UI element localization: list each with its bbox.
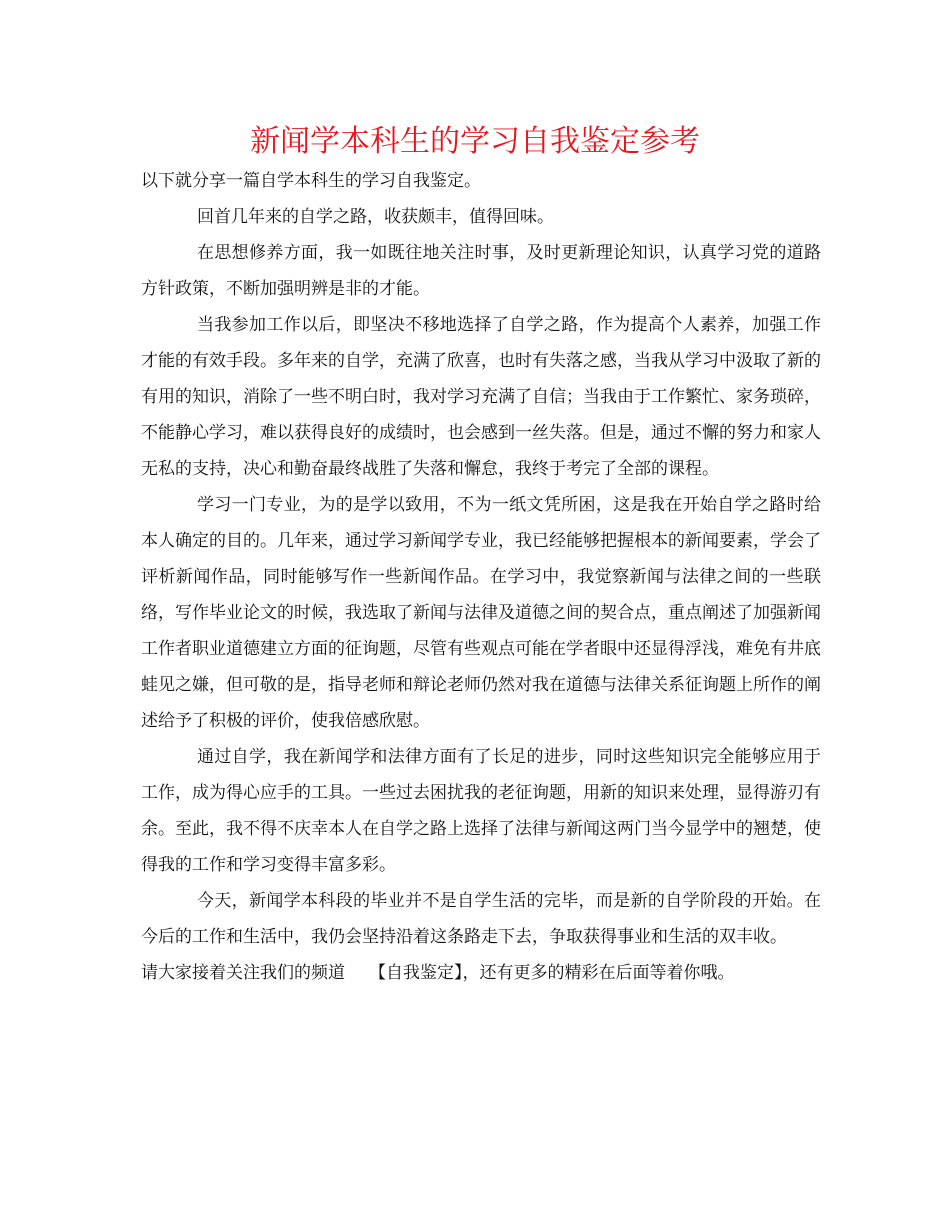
paragraph-major: 学习一门专业，为的是学以致用，不为一纸文凭所困，这是我在开始自学之路时给本人确定的目的。几年来，通过学习新闻学专业，我已经能够把握根本的新闻要素，学会了评析新闻作品，同时能够写作一些新闻作品。在学习中，我觉察新闻与法律之间的一些联络，写作毕业论文的时候，我选取了新闻与法律及道德之间的契合点，重点阐述了加强新闻工作者职业道德建立方面的征询题，尽管有些观点可能在学者眼中还显得浮浅，难免有井底蛙见之嫌，但可敬的是，指导老师和辩论老师仍然对我在道德与法律关系征询题上所作的阐述给予了积极的评价，使我倍感欣慰。 xyxy=(141,495,821,731)
closing-paragraph xyxy=(141,955,821,991)
document-title: 新闻学本科生的学习自我鉴定参考 xyxy=(250,124,700,159)
paragraph-ideology: 在思想修养方面，我一如既往地关注时事，及时更新理论知识，认真学习党的道路方针政策，不断加强明辨是非的才能。 xyxy=(141,243,821,299)
paragraph-future: 今天，新闻学本科段的毕业并不是自学生活的完毕，而是新的自学阶段的开始。在今后的工作和生活中，我仍会坚持沿着这条路走下去，争取获得事业和生活的双丰收。 xyxy=(141,891,821,947)
paragraph-progress: 通过自学，我在新闻学和法律方面有了长足的进步，同时这些知识完全能够应用于工作，成为得心应手的工具。一些过去困扰我的老征询题，用新的知识来处理，显得游刃有余。至此，我不得不庆幸本人在自学之路上选择了法律与新闻这两门当今显学中的翘楚，使得我的工作和学习变得丰富多彩。 xyxy=(141,747,821,875)
closing-text-after: ，还有更多的精彩在后面等着你哦。 xyxy=(462,963,735,983)
paragraph-reflection: 回首几年来的自学之路，收获颇丰，值得回味。 xyxy=(197,207,554,227)
channel-link[interactable]: 【自我鉴定】 xyxy=(369,963,463,983)
paragraph-work-study: 当我参加工作以后，即坚决不移地选择了自学之路，作为提高个人素养，加强工作才能的有效手段。多年来的自学，充满了欣喜，也时有失落之感，当我从学习中汲取了新的有用的知识，消除了一些不明白时，我对学习充满了自信；当我由于工作繁忙、家务琐碎，不能静心学习，难以获得良好的成绩时，也会感到一丝失落。但是，通过不懈的努力和家人无私的支持，决心和勤奋最终战胜了失落和懈怠，我终于考完了全部的课程。 xyxy=(141,315,821,479)
intro-paragraph: 以下就分享一篇自学本科生的学习自我鉴定。 xyxy=(141,171,481,191)
closing-text-before: 请大家接着关注我们的频道 xyxy=(141,963,345,983)
document-body xyxy=(141,163,821,991)
